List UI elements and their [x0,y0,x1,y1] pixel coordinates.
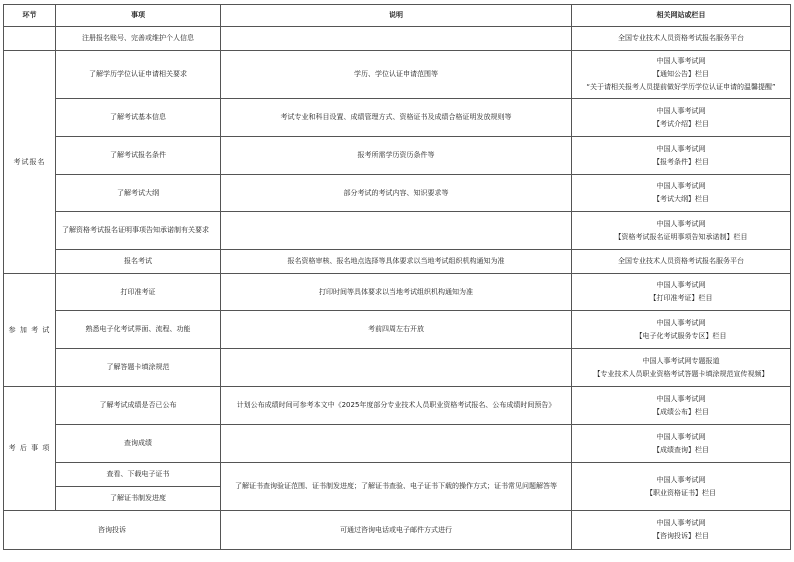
site-line: 【职业资格证书】栏目 [646,488,716,497]
description-cell: 考试专业和科目设置、成绩管理方式、资格证书及成绩合格证明发放规则等 [221,99,572,137]
item-cell: 了解考试报名条件 [56,137,221,175]
description-cell: 报名资格审核、报名地点选择等具体要求以当地考试组织机构通知为准 [221,250,572,274]
site-cell [572,387,791,425]
table-row [4,27,791,51]
table-row [4,311,791,349]
table-row [4,99,791,137]
site-line: 【报考条件】栏目 [653,157,709,166]
table-row [4,425,791,463]
site-cell [572,463,791,511]
item-cell: 了解学历学位认证申请相关要求 [56,51,221,99]
description-cell [221,27,572,51]
description-cell [221,425,572,463]
header-row [4,5,791,27]
site-line: 中国人事考试网 [656,182,706,190]
site-line: 【成绩查询】栏目 [653,445,709,454]
site-line: “关于请相关报考人员提前做好学历学位认证申请的温馨提醒” [586,83,776,91]
site-line: 中国人事考试网专题报道 [642,356,720,365]
description-cell: 打印时间等具体要求以当地考试组织机构通知为准 [221,274,572,311]
site-line: 中国人事考试网 [656,318,706,327]
item-cell: 了解资格考试报名证明事项告知承诺制有关要求 [56,212,221,250]
site-line: 【通知公告】栏目 [653,70,709,78]
site-line: 全国专业技术人员资格考试报名服务平台 [618,34,744,42]
site-line: 中国人事考试网 [656,475,706,484]
item-cell: 注册报名账号、完善或维护个人信息 [56,27,221,51]
site-cell [572,212,791,250]
site-cell [572,349,791,387]
description-cell: 可通过咨询电话或电子邮件方式进行 [221,511,572,550]
header-related-site: 相关网站或栏目 [572,5,791,27]
site-cell [572,99,791,137]
site-line: 中国人事考试网 [656,106,706,115]
description-cell: 了解证书查询验证范围、证书制发进度；了解证书查验、电子证书下载的操作方式；证书常见问题解答等 [221,463,572,511]
description-cell: 学历、学位认证申请范围等 [221,51,572,99]
item-cell: 了解考试基本信息 [56,99,221,137]
site-cell [572,511,791,550]
item-cell: 查询成绩 [56,425,221,463]
site-cell [572,250,791,274]
item-cell: 了解考试大纲 [56,175,221,212]
info-table-container [3,4,791,550]
site-line: 【咨询投诉】栏目 [653,532,709,540]
site-line: 中国人事考试网 [656,394,706,403]
site-cell [572,425,791,463]
site-line: 中国人事考试网 [656,57,706,65]
site-line: 【考试大纲】栏目 [653,195,709,203]
site-line: 【专业技术人员职业资格考试答题卡填涂规范宣传视频】 [593,369,769,378]
site-cell [572,311,791,349]
site-cell [572,274,791,311]
table-row [4,511,791,550]
item-cell: 查看、下载电子证书 [56,463,221,487]
description-cell [221,349,572,387]
exam-service-table [3,4,791,550]
table-row [4,349,791,387]
stage-cell-signup: 考试报名 [4,51,56,274]
header-stage: 环节 [4,5,56,27]
site-line: 中国人事考试网 [656,519,706,527]
site-line: 【资格考试报名证明事项告知承诺制】栏目 [614,232,748,241]
item-cell: 了解答题卡填涂规范 [56,349,221,387]
item-cell: 咨询投诉 [4,511,221,550]
stage-cell-exam: 参 加 考 试 [4,274,56,387]
site-line: 【打印准考证】栏目 [649,294,713,302]
description-cell: 考前四周左右开放 [221,311,572,349]
stage-cell-after: 考 后 事 项 [4,387,56,511]
site-cell [572,137,791,175]
site-cell [572,51,791,99]
description-cell: 计划公布成绩时间可参考本文中《2025年度部分专业技术人员职业资格考试报名、公布成绩时间预告》 [221,387,572,425]
site-line: 中国人事考试网 [656,219,706,228]
site-line: 中国人事考试网 [656,432,706,441]
table-row [4,51,791,99]
site-line: 全国专业技术人员资格考试报名服务平台 [618,257,744,265]
site-line: 【成绩公布】栏目 [653,407,709,416]
stage-cell-blank [4,27,56,51]
header-item: 事项 [56,5,221,27]
site-line: 【考试介绍】栏目 [653,119,709,128]
item-cell: 打印准考证 [56,274,221,311]
description-cell: 部分考试的考试内容、知识要求等 [221,175,572,212]
table-row [4,463,791,487]
item-cell: 熟悉电子化考试界面、流程、功能 [56,311,221,349]
table-row [4,175,791,212]
item-cell: 了解证书制发进度 [56,487,221,511]
header-description: 说明 [221,5,572,27]
site-cell [572,27,791,51]
site-cell [572,175,791,212]
table-row [4,137,791,175]
site-line: 中国人事考试网 [656,144,706,153]
site-line: 中国人事考试网 [656,281,706,289]
description-cell: 报考所需学历资历条件等 [221,137,572,175]
table-row [4,387,791,425]
item-cell: 报名考试 [56,250,221,274]
table-row [4,250,791,274]
table-row [4,212,791,250]
site-line: 【电子化考试服务专区】栏目 [635,331,727,340]
table-row [4,274,791,311]
item-cell: 了解考试成绩是否已公布 [56,387,221,425]
description-cell [221,212,572,250]
